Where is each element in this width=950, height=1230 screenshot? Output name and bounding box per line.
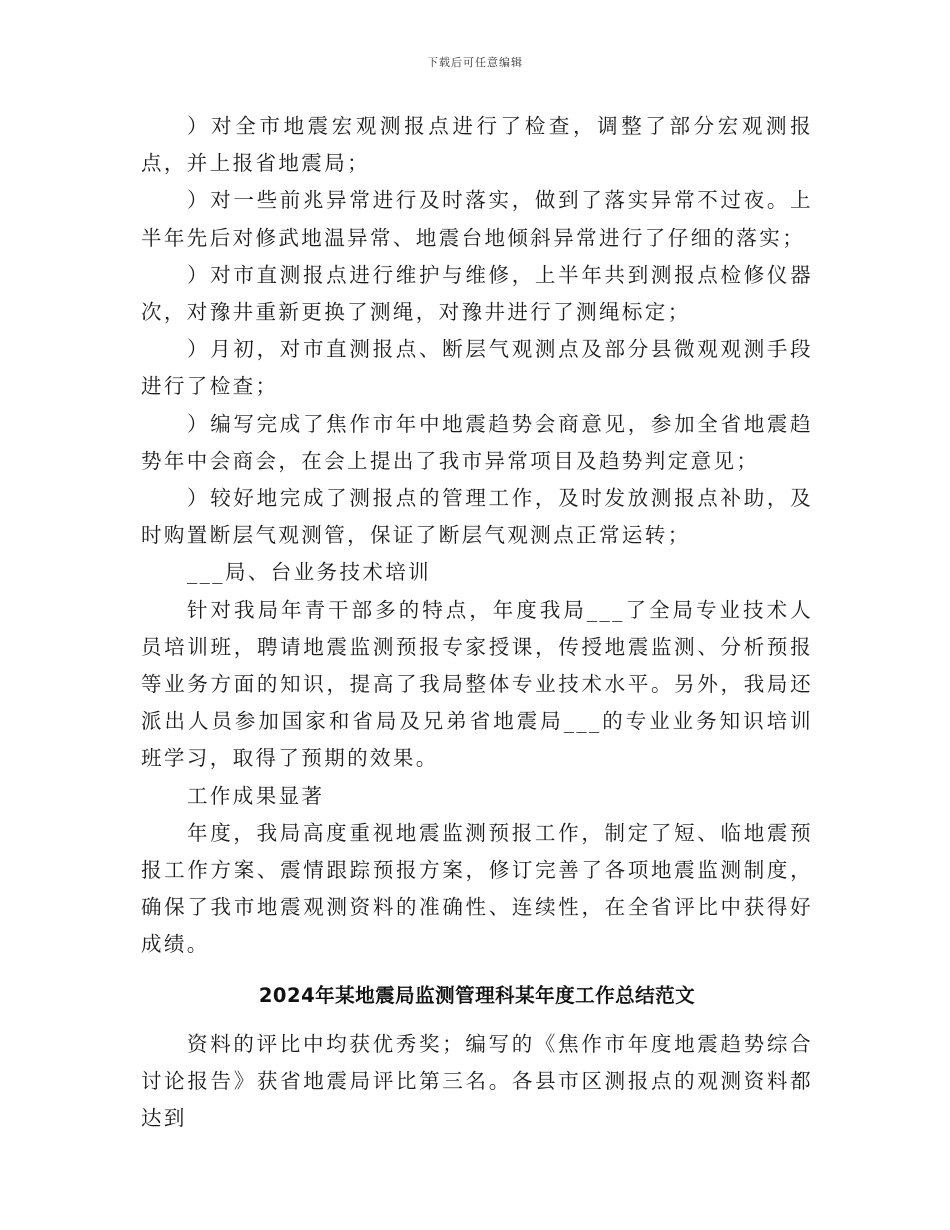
section-heading: 工作成果显著 bbox=[187, 783, 325, 808]
paragraph: ）编写完成了焦作市年中地震趋势会商意见，参加全省地震趋势年中会商会，在会上提出了我市异常项目及趋势判定意见； bbox=[141, 411, 813, 473]
document-body bbox=[141, 108, 813, 1137]
paragraph: ）对一些前兆异常进行及时落实，做到了落实异常不过夜。上半年先后对修武地温异常、地震台地倾斜异常进行了仔细的落实； bbox=[141, 188, 813, 250]
paragraph: ）较好地完成了测报点的管理工作，及时发放测报点补助，及时购置断层气观测管，保证了断层气观测点正常运转； bbox=[141, 486, 813, 548]
document-title: 2024年某地震局监测管理科某年度工作总结范文 bbox=[258, 983, 696, 1007]
paragraph: 年度，我局高度重视地震监测预报工作，制定了短、临地震预报工作方案、震情跟踪预报方案，修订完善了各项地震监测制度，确保了我市地震观测资料的准确性、连续性，在全省评比中获得好成绩。 bbox=[141, 820, 813, 957]
page-header-note: 下载后可任意编辑 bbox=[427, 56, 523, 69]
paragraph: 针对我局年青干部多的特点，年度我局___了全局专业技术人员培训班，聘请地震监测预报专家授课，传授地震监测、分析预报等业务方面的知识，提高了我局整体专业技术水平。另外，我局还派出人员参加国家和省局及兄弟省地震局___的专业业务知识培训班学习，取得了预期的效果。 bbox=[141, 597, 813, 771]
paragraph: 资料的评比中均获优秀奖；编写的《焦作市年度地震趋势综合讨论报告》获省地震局评比第三名。各县市区测报点的观测资料都达到 bbox=[141, 1031, 813, 1131]
paragraph: ）月初，对市直测报点、断层气观测点及部分县微观观测手段进行了检查； bbox=[141, 337, 813, 399]
paragraph: ）对全市地震宏观测报点进行了检查，调整了部分宏观测报点，并上报省地震局； bbox=[141, 114, 813, 176]
paragraph: ）对市直测报点进行维护与维修，上半年共到测报点检修仪器次，对豫井重新更换了测绳，对豫井进行了测绳标定； bbox=[141, 262, 813, 325]
section-heading: ___局、台业务技术培训 bbox=[187, 560, 432, 585]
